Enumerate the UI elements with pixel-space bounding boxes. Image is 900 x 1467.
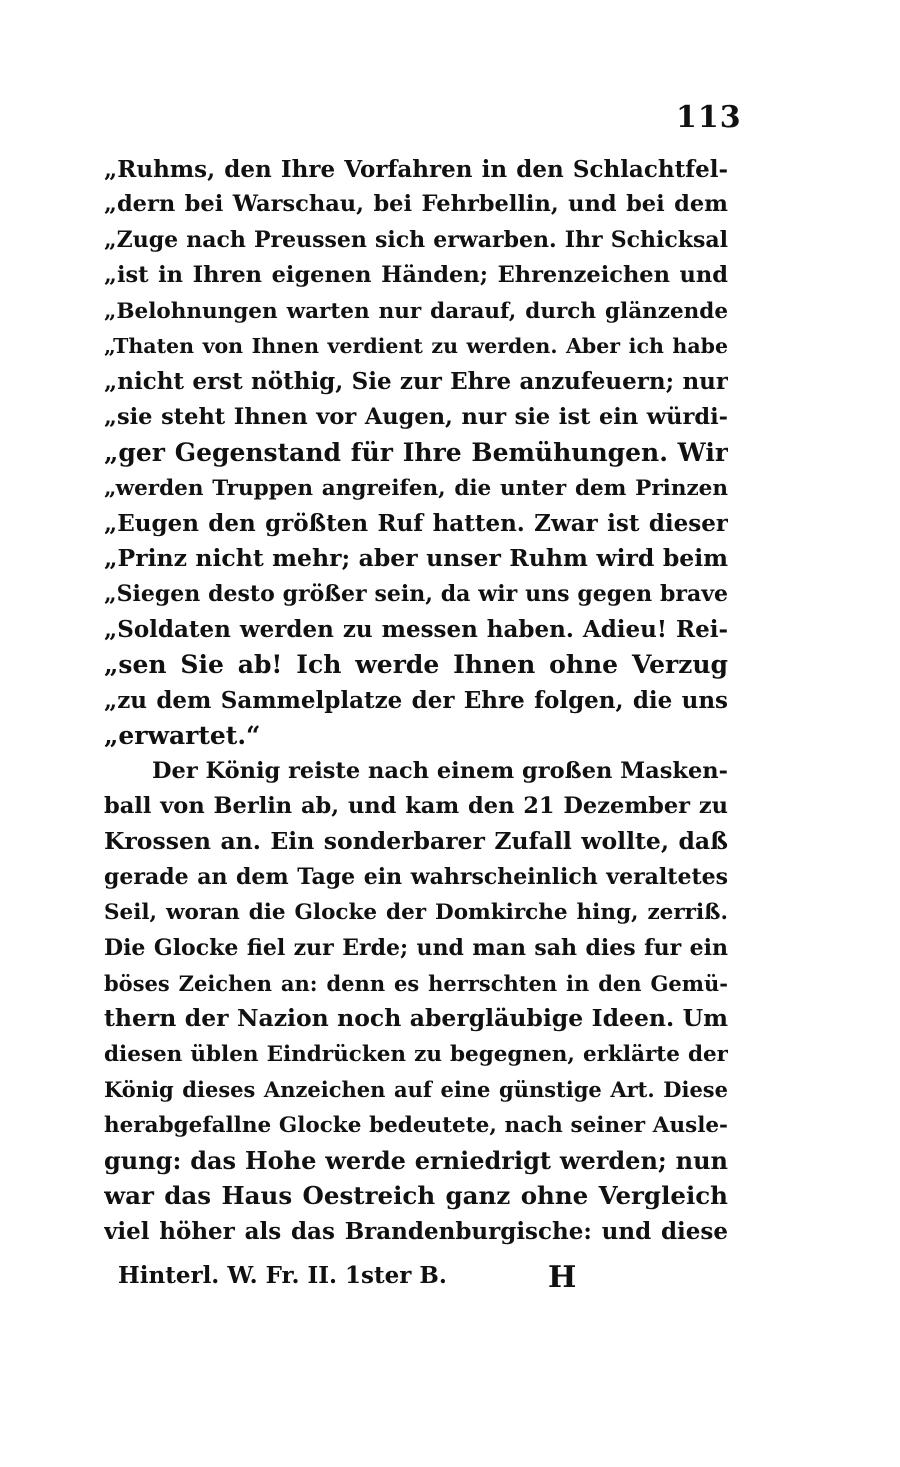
text-line: „sie steht Ihnen vor Augen, nur sie ist ein würdi- xyxy=(104,403,728,430)
text-line: „Eugen den größten Ruf hatten. Zwar ist dieser xyxy=(104,509,728,537)
text-line: „Thaten von Ihnen verdient zu werden. Aber ich habe xyxy=(104,333,728,358)
text-line: „ger Gegenstand für Ihre Bemühungen. Wir xyxy=(104,438,728,468)
text-line: „zu dem Sammelplatze der Ehre folgen, die uns xyxy=(104,686,728,714)
text-line: „erwartet.“ xyxy=(104,721,261,751)
text-line: herabgefallne Glocke bedeutete, nach seiner Ausle- xyxy=(104,1112,728,1138)
text-line: Krossen an. Ein sonderbarer Zufall wollte, daß xyxy=(104,827,728,856)
text-line: „ist in Ihren eigenen Händen; Ehrenzeichen und xyxy=(104,262,728,289)
printer-signature: Hinterl. W. Fr. II. 1ster B. xyxy=(118,1262,447,1289)
text-line: „Ruhms, den Ihre Vorfahren in den Schlachtfel- xyxy=(104,156,728,183)
text-line: ball von Berlin ab, und kam den 21 Dezember zu xyxy=(104,793,728,820)
text-line: diesen üblen Eindrücken zu begegnen, erklärte der xyxy=(104,1041,728,1067)
text-line: böses Zeichen an: denn es herrschten in den Gemü- xyxy=(104,970,728,996)
text-line: „dern bei Warschau, bei Fehrbellin, und bei dem xyxy=(104,191,728,218)
text-line: „sen Sie ab! Ich werde Ihnen ohne Verzug xyxy=(104,650,728,680)
text-line: „nicht erst nöthig, Sie zur Ehre anzufeuern; nur xyxy=(104,368,728,396)
text-line: Seil, woran die Glocke der Domkirche hing, zerriß. xyxy=(104,900,728,926)
text-line: Die Glocke fiel zur Erde; und man sah dies fur ein xyxy=(104,934,728,961)
text-line: gung: das Hohe werde erniedrigt werden; nun xyxy=(104,1145,728,1175)
sheet-mark: H xyxy=(548,1260,577,1295)
text-line: „Siegen desto größer sein, da wir uns gegen brave xyxy=(104,580,728,607)
page-footer xyxy=(118,1262,598,1298)
text-line: „werden Truppen angreifen, die unter dem Prinzen xyxy=(104,475,728,501)
text-line: Der König reiste nach einem großen Masken- xyxy=(152,757,728,784)
text-line: „Belohnungen warten nur darauf, durch glänzende xyxy=(104,298,728,324)
text-line: viel höher als das Brandenburgische: und diese xyxy=(104,1217,728,1245)
text-line: thern der Nazion noch abergläubige Ideen. Um xyxy=(104,1004,728,1033)
text-line: „Soldaten werden zu messen haben. Adieu! Rei- xyxy=(104,616,728,644)
text-line: war das Haus Oestreich ganz ohne Vergleich xyxy=(104,1181,728,1211)
text-line: „Zuge nach Preussen sich erwarben. Ihr Schicksal xyxy=(104,226,728,253)
text-line: gerade an dem Tage ein wahrscheinlich veraltetes xyxy=(104,863,728,890)
text-line: „Prinz nicht mehr; aber unser Ruhm wird beim xyxy=(104,544,728,573)
body-text xyxy=(104,152,728,1249)
text-line: König dieses Anzeichen auf eine günstige Art. Diese xyxy=(104,1077,728,1103)
page-number: 113 xyxy=(676,100,742,135)
